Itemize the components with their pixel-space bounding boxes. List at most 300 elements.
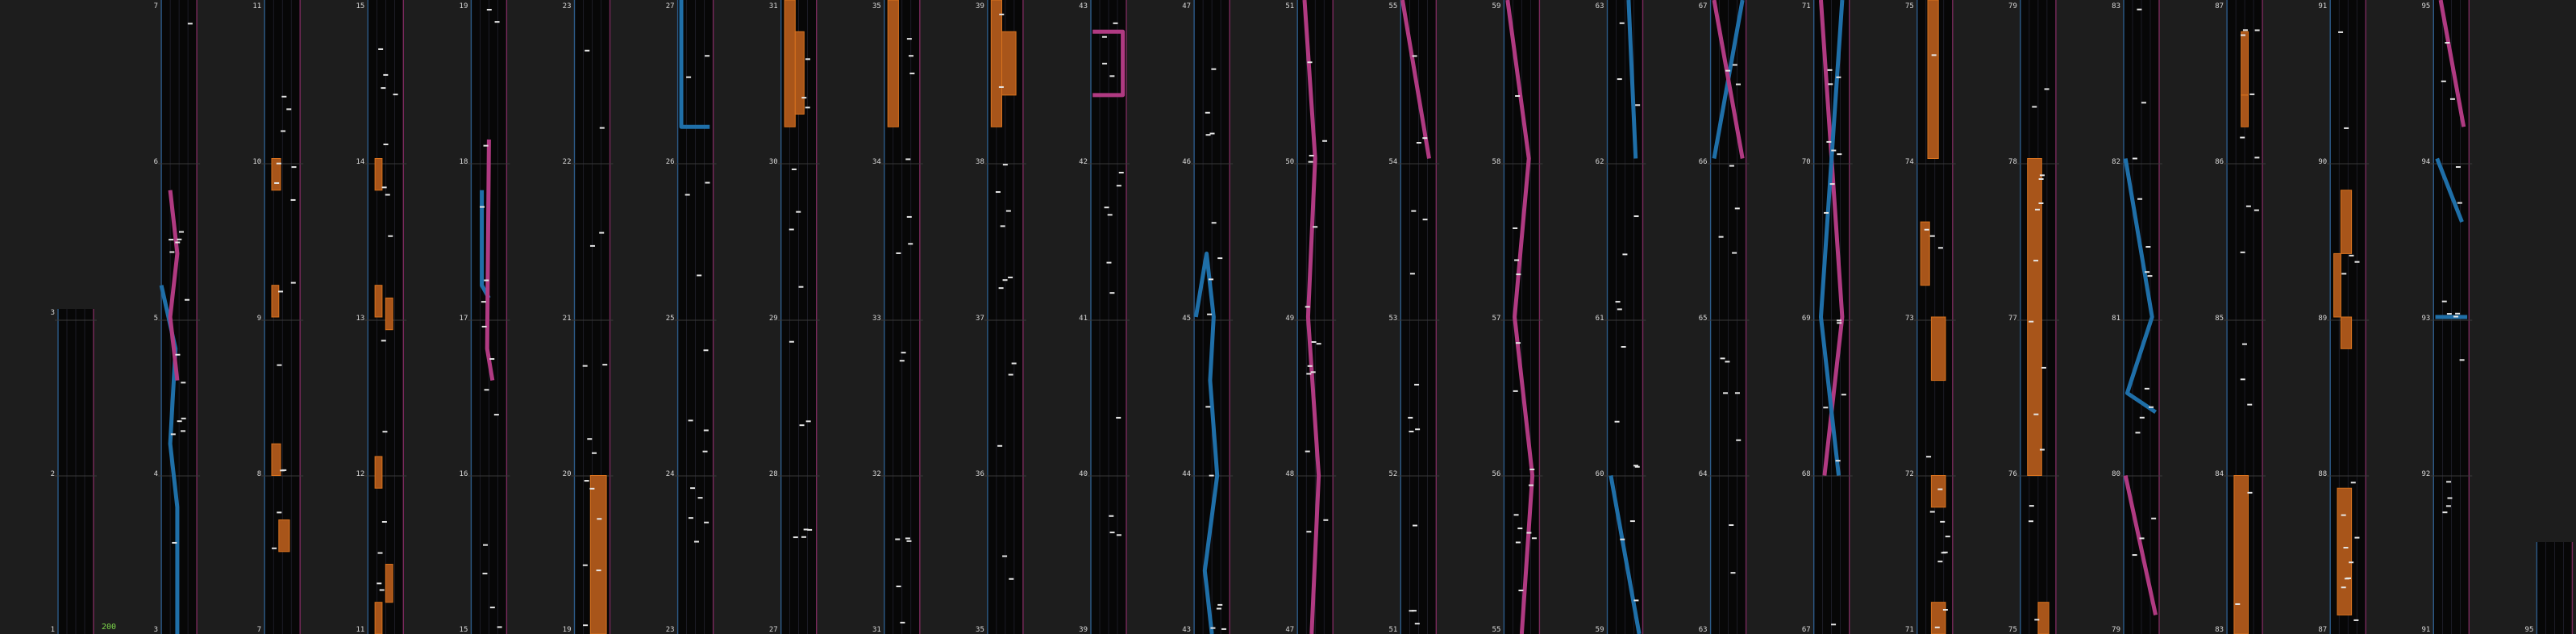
tap-note — [1311, 371, 1316, 373]
tap-note — [2149, 407, 2154, 408]
hold-note — [1928, 0, 1938, 159]
measure-number-label: 15 — [356, 2, 365, 10]
measure-number-label: 31 — [872, 626, 881, 634]
measure-number-label: 79 — [2112, 626, 2120, 634]
measure-number-label: 39 — [1079, 626, 1088, 634]
measure-number-label: 38 — [976, 158, 984, 166]
tap-note — [796, 211, 801, 213]
tap-note — [1837, 153, 1841, 155]
measure-number-label: 62 — [1595, 158, 1604, 166]
tap-note — [1408, 417, 1413, 419]
measure-number-label: 90 — [2318, 158, 2328, 166]
tap-note — [2029, 520, 2033, 522]
measure-number-label: 41 — [1079, 315, 1088, 323]
measure-column-14 — [1492, 0, 1543, 634]
measure-number-label: 57 — [1492, 315, 1501, 323]
tap-note — [1532, 537, 1537, 539]
tap-note — [1001, 225, 1005, 227]
measure-column-12 — [1285, 0, 1336, 634]
tap-note — [1217, 608, 1221, 610]
measure-number-label: 47 — [1285, 626, 1295, 634]
measure-column-18 — [1905, 0, 1956, 634]
measure-column-13 — [1388, 0, 1439, 634]
tap-note — [908, 243, 913, 244]
measure-column-19 — [2008, 0, 2059, 634]
tap-note — [689, 517, 693, 519]
tap-note — [999, 287, 1004, 289]
tap-note — [1212, 222, 1217, 223]
measure-number-label: 30 — [768, 158, 778, 166]
tap-note — [789, 228, 794, 230]
tap-note — [175, 354, 180, 356]
tap-note — [1725, 70, 1730, 72]
measure-number-label: 70 — [1801, 158, 1811, 166]
measure-number-label: 25 — [665, 315, 675, 323]
tap-note — [583, 565, 588, 566]
tap-note — [281, 131, 285, 132]
tap-note — [2140, 537, 2145, 539]
measure-number-label: 59 — [1595, 626, 1604, 634]
tap-note — [1826, 141, 1831, 143]
tap-note — [1423, 219, 1428, 220]
tap-note — [484, 145, 489, 147]
tap-note — [1209, 278, 1213, 280]
tap-note — [1409, 610, 1414, 611]
tap-note — [2140, 417, 2145, 419]
tap-note — [805, 58, 810, 60]
tap-note — [1937, 561, 1942, 562]
tap-note — [1837, 322, 1841, 323]
tap-note — [172, 542, 177, 544]
tap-note — [2145, 246, 2150, 248]
tap-note — [1831, 150, 1836, 152]
measure-number-label: 53 — [1388, 315, 1398, 323]
measure-number-label: 36 — [976, 470, 984, 478]
tap-note — [703, 451, 708, 453]
measure-number-label: 67 — [1801, 626, 1811, 634]
tap-note — [2341, 586, 2346, 588]
tap-note — [2447, 498, 2452, 499]
measure-number-label: 40 — [1079, 470, 1088, 478]
tap-note — [1514, 260, 1519, 261]
tap-note — [2341, 515, 2346, 516]
tap-note — [1633, 465, 1638, 466]
measure-number-label: 8 — [256, 470, 262, 478]
tap-note — [997, 445, 1002, 447]
measure-number-label: 55 — [1388, 2, 1398, 10]
measure-number-label: 84 — [2215, 470, 2224, 478]
tap-note — [1002, 556, 1007, 557]
measure-number-label: 83 — [2112, 2, 2120, 10]
tap-note — [1210, 628, 1215, 629]
measure-number-label: 76 — [2008, 470, 2017, 478]
tap-note — [2442, 511, 2447, 513]
hold-note — [279, 520, 289, 552]
measure-number-label: 94 — [2421, 158, 2431, 166]
tap-note — [1529, 485, 1534, 486]
tap-note — [2249, 94, 2254, 95]
tap-note — [705, 182, 710, 184]
tap-note — [2040, 449, 2045, 451]
measure-number-label: 22 — [562, 158, 572, 166]
tap-note — [1721, 357, 1725, 359]
hold-note — [1931, 317, 1946, 381]
hold-note — [991, 0, 1001, 127]
measure-number-label: 20 — [562, 470, 572, 478]
tap-note — [1516, 541, 1521, 543]
tap-note — [1516, 342, 1521, 344]
measure-number-label: 51 — [1388, 626, 1398, 634]
tap-note — [909, 55, 913, 56]
tap-note — [487, 9, 492, 10]
tap-note — [1733, 64, 1737, 65]
measure-number-label: 4 — [153, 470, 159, 478]
tap-note — [1312, 341, 1317, 343]
tap-note — [1411, 211, 1416, 212]
tap-note — [1732, 252, 1737, 254]
measure-number-label: 11 — [252, 2, 262, 10]
tap-note — [704, 430, 709, 432]
tap-note — [583, 365, 588, 367]
measure-number-label: 17 — [459, 315, 468, 323]
tap-note — [185, 299, 189, 301]
tap-note — [1205, 406, 1210, 407]
tap-note — [590, 245, 595, 247]
measure-column-24 — [2525, 542, 2573, 634]
tap-note — [1109, 75, 1114, 77]
measure-column-20 — [2112, 0, 2162, 634]
tap-note — [600, 127, 605, 129]
tap-note — [2145, 271, 2149, 273]
measure-column-23 — [2421, 0, 2472, 634]
measure-column-6 — [666, 0, 717, 634]
tap-note — [2456, 166, 2461, 168]
measure-number-label: 12 — [356, 470, 365, 478]
tap-note — [597, 518, 601, 519]
hold-note — [784, 0, 795, 127]
tap-note — [1211, 69, 1216, 70]
tap-note — [1935, 627, 1940, 628]
tap-note — [1526, 532, 1531, 534]
measure-number-label: 86 — [2215, 158, 2224, 166]
tap-note — [2341, 273, 2346, 274]
measure-number-label: 29 — [768, 315, 778, 323]
measure-column-17 — [1802, 0, 1853, 634]
tap-note — [697, 274, 701, 276]
tap-note — [1102, 63, 1107, 65]
measure-number-label: 85 — [2215, 315, 2224, 323]
measure-number-label: 63 — [1595, 2, 1604, 10]
tap-note — [1221, 628, 1226, 630]
tap-note — [909, 73, 914, 74]
tap-note — [1938, 247, 1943, 248]
measure-number-label: 72 — [1904, 470, 1914, 478]
tap-note — [801, 536, 806, 538]
tap-note — [1413, 525, 1417, 527]
tap-note — [2029, 505, 2034, 507]
tap-note — [2344, 127, 2349, 129]
tap-note — [1305, 451, 1310, 453]
measure-number-label: 32 — [872, 470, 881, 478]
measure-number-label: 92 — [2421, 470, 2431, 478]
tap-note — [272, 548, 277, 549]
measure-number-label: 55 — [1492, 626, 1501, 634]
tap-note — [2460, 359, 2465, 361]
bpm-label: 200 — [102, 623, 117, 632]
tap-note — [175, 242, 180, 244]
tap-note — [1932, 54, 1937, 56]
tap-note — [1205, 112, 1210, 114]
tap-note — [177, 420, 182, 422]
tap-note — [480, 206, 485, 208]
tap-note — [1836, 77, 1841, 78]
measure-number-label: 52 — [1388, 470, 1398, 478]
tap-note — [179, 231, 184, 233]
measure-number-label: 27 — [665, 2, 675, 10]
tap-note — [2254, 156, 2259, 158]
tap-note — [2038, 202, 2043, 204]
tap-note — [291, 199, 296, 201]
tap-note — [907, 216, 912, 218]
measure-number-label: 43 — [1079, 2, 1088, 10]
tap-note — [806, 420, 811, 422]
tap-note — [1207, 314, 1212, 315]
tap-note — [705, 55, 710, 56]
tap-note — [900, 360, 905, 361]
tap-note — [382, 186, 387, 188]
tap-note — [393, 94, 398, 95]
tap-note — [2447, 313, 2452, 315]
tap-note — [384, 144, 389, 145]
tap-note — [177, 239, 181, 240]
tap-note — [274, 182, 279, 184]
measure-number-label: 9 — [256, 315, 262, 323]
tap-note — [2344, 547, 2349, 548]
measure-number-label: 59 — [1492, 2, 1501, 10]
measure-number-label: 14 — [356, 158, 365, 166]
measure-number-label: 89 — [2318, 315, 2328, 323]
hold-note — [1931, 476, 1946, 507]
measure-number-label: 77 — [2008, 315, 2017, 323]
tap-note — [485, 389, 489, 390]
tap-note — [181, 382, 185, 383]
measure-number-label: 49 — [1285, 315, 1295, 323]
measure-number-label: 42 — [1079, 158, 1088, 166]
tap-note — [895, 539, 900, 540]
measure-number-label: 66 — [1698, 158, 1708, 166]
measure-column-8 — [872, 0, 923, 634]
tap-note — [2242, 344, 2247, 345]
tap-note — [2243, 29, 2248, 31]
tap-note — [1309, 155, 1314, 156]
measure-number-label: 60 — [1595, 470, 1604, 478]
tap-note — [1622, 253, 1627, 255]
tap-note — [2248, 492, 2253, 494]
tap-note — [1830, 183, 1835, 185]
tap-note — [1937, 489, 1942, 490]
hold-note — [2234, 476, 2249, 634]
tap-note — [1930, 511, 1935, 513]
tap-note — [2345, 578, 2349, 579]
tap-note — [2045, 88, 2050, 90]
tap-note — [906, 540, 911, 542]
tap-note — [1106, 262, 1111, 264]
hold-note — [2341, 190, 2351, 254]
tap-note — [2457, 202, 2462, 204]
measure-number-label: 24 — [665, 470, 675, 478]
tap-note — [2040, 174, 2045, 176]
tap-note — [381, 340, 386, 341]
tap-note — [1517, 528, 1522, 529]
tap-note — [1322, 140, 1327, 142]
measure-number-label: 61 — [1595, 315, 1604, 323]
measure-number-label: 63 — [1698, 626, 1708, 634]
tap-note — [1206, 134, 1211, 136]
measure-number-label: 21 — [562, 315, 572, 323]
measure-number-label: 15 — [459, 626, 468, 634]
tap-note — [801, 97, 806, 98]
measure-number-label: 51 — [1285, 2, 1295, 10]
measure-column-2 — [252, 0, 303, 634]
tap-note — [2133, 554, 2137, 556]
tap-note — [1841, 394, 1846, 395]
measure-number-label: 2 — [50, 470, 55, 478]
tap-note — [1736, 440, 1741, 441]
tap-note — [1415, 428, 1420, 430]
tap-note — [1529, 469, 1534, 470]
measure-number-label: 81 — [2112, 315, 2120, 323]
tap-note — [698, 497, 703, 498]
measure-number-label: 3 — [50, 309, 55, 317]
measure-number-label: 71 — [1801, 2, 1811, 10]
tap-note — [1309, 161, 1313, 163]
tap-note — [2255, 29, 2260, 31]
measure-number-label: 91 — [2318, 2, 2328, 10]
hold-note — [590, 476, 606, 634]
measure-column-5 — [563, 0, 614, 634]
tap-note — [483, 544, 488, 546]
tap-note — [1719, 236, 1724, 238]
tap-note — [1837, 319, 1841, 321]
tap-note — [380, 589, 385, 590]
tap-note — [1113, 23, 1117, 24]
tap-note — [188, 23, 193, 24]
tap-note — [2450, 98, 2455, 100]
measure-number-label: 75 — [2008, 626, 2017, 634]
tap-note — [1513, 227, 1517, 229]
measure-number-label: 27 — [768, 626, 778, 634]
hold-note — [375, 159, 382, 190]
tap-note — [999, 86, 1004, 88]
tap-note — [996, 191, 1001, 193]
tap-note — [1102, 36, 1107, 38]
tap-note — [1516, 273, 1521, 275]
hold-note — [375, 286, 382, 317]
measure-number-label: 23 — [562, 2, 572, 10]
tap-note — [1119, 172, 1124, 173]
tap-note — [1946, 536, 1950, 537]
tap-note — [1729, 165, 1734, 167]
tap-note — [1725, 361, 1729, 362]
tap-note — [171, 433, 176, 435]
measure-number-label: 88 — [2318, 470, 2328, 478]
tap-note — [1305, 306, 1310, 307]
tap-note — [494, 414, 499, 415]
tap-note — [703, 349, 708, 351]
tap-note — [1006, 211, 1011, 212]
tap-note — [1735, 207, 1740, 209]
tap-note — [1730, 572, 1735, 574]
tap-note — [169, 239, 173, 240]
measure-column-1 — [154, 0, 200, 634]
hold-note — [1921, 222, 1929, 286]
tap-note — [2147, 275, 2152, 277]
measure-number-label: 67 — [1698, 2, 1708, 10]
measure-number-label: 16 — [459, 470, 468, 478]
tap-note — [2137, 198, 2142, 200]
tap-note — [1735, 392, 1740, 394]
tap-note — [1513, 390, 1518, 392]
tap-note — [2442, 301, 2447, 302]
measure-number-label: 95 — [2524, 626, 2534, 634]
tap-note — [807, 529, 812, 531]
measure-number-label: 3 — [153, 626, 159, 634]
tap-note — [2351, 482, 2356, 483]
tap-note — [2354, 261, 2359, 263]
measure-number-label: 82 — [2112, 158, 2120, 166]
tap-note — [592, 453, 597, 454]
measure-number-label: 33 — [872, 315, 881, 323]
tap-note — [377, 582, 381, 584]
tap-note — [1518, 590, 1523, 591]
tap-note — [602, 364, 607, 365]
tap-note — [1617, 308, 1622, 310]
tap-note — [490, 607, 495, 608]
tap-note — [1117, 185, 1122, 186]
tap-note — [1108, 214, 1113, 215]
tap-note — [789, 341, 794, 343]
measure-number-label: 7 — [256, 626, 262, 634]
tap-note — [2354, 537, 2359, 539]
tap-note — [685, 194, 690, 195]
tap-note — [2241, 35, 2245, 36]
tap-note — [2133, 158, 2137, 160]
tap-note — [2135, 432, 2140, 433]
tap-note — [2254, 210, 2259, 211]
tap-note — [1009, 578, 1013, 580]
tap-note — [277, 365, 281, 366]
measure-number-label: 43 — [1182, 626, 1192, 634]
hold-note — [272, 444, 281, 475]
tap-note — [378, 48, 383, 50]
measure-number-label: 47 — [1182, 2, 1192, 10]
measure-number-label: 31 — [768, 2, 778, 10]
tap-note — [690, 487, 695, 489]
tap-note — [2041, 367, 2046, 369]
tap-note — [1515, 95, 1520, 97]
tap-note — [1620, 539, 1625, 540]
tap-note — [388, 236, 393, 237]
tap-note — [896, 252, 901, 254]
measure-number-label: 87 — [2318, 626, 2328, 634]
tap-note — [704, 522, 709, 523]
measure-number-label: 11 — [356, 626, 365, 634]
measure-column-7 — [769, 0, 820, 634]
tap-note — [2446, 481, 2451, 482]
measure-number-label: 39 — [976, 2, 984, 10]
tap-note — [2455, 313, 2460, 315]
tap-note — [2137, 9, 2141, 10]
